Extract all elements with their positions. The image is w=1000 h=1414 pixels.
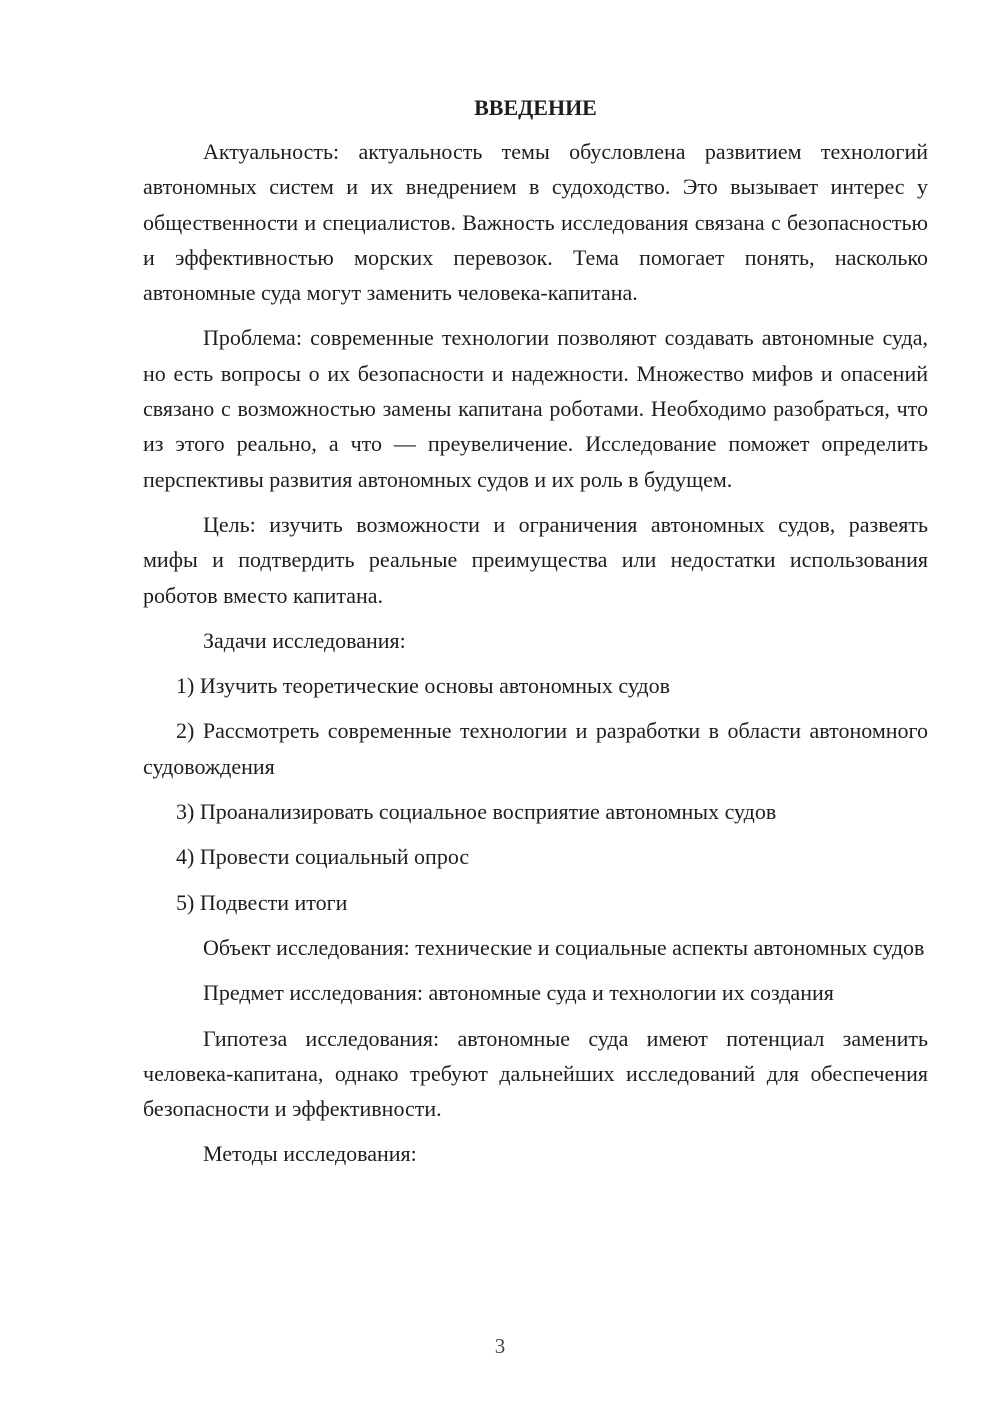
task-item-1: 1) Изучить теоретические основы автономных судов [176, 673, 671, 699]
paragraph-relevance: Актуальность: актуальность темы обусловлена развитием технологий автономных систем и их внедрением в судоходство. Это вызывает интерес у общественности и специалистов. Важность исследования связана с безопасностью и эффективностью морских перевозок. Тема помогает понять, насколько автономные суда могут заменить человека-капитана. [143, 139, 928, 306]
paragraph-methods: Методы исследования: [203, 1141, 417, 1167]
paragraph-object: Объект исследования: технические и социальные аспекты автономных судов [203, 934, 925, 960]
paragraph-problem: Проблема: современные технологии позволяют создавать автономные суда, но есть вопросы о их безопасности и надежности. Множество мифов и опасений связано с возможностью замены капитана роботами. Необходимо разобраться, что из этого реально, а что — преувеличение. Исследование поможет определить перспективы развития автономных судов и их роль в будущем. [143, 325, 928, 492]
document-page [143, 90, 928, 1172]
page-number: 3 [494, 1334, 506, 1358]
paragraph-subject: Предмет исследования: автономные суда и технологии их создания [203, 980, 834, 1006]
paragraph-tasks-heading: Задачи исследования: [203, 627, 406, 653]
section-title: ВВЕДЕНИЕ [474, 95, 597, 120]
task-item-2: 2) Рассмотреть современные технологии и разработки в области автономного судовождения [143, 718, 928, 779]
task-item-5: 5) Подвести итоги [176, 889, 348, 915]
paragraph-goal: Цель: изучить возможности и ограничения автономных судов, развеять мифы и подтвердить реальные преимущества или недостатки использования роботов вместо капитана. [143, 511, 928, 608]
paragraph-hypothesis: Гипотеза исследования: автономные суда имеют потенциал заменить человека-капитана, однако требуют дальнейших исследований для обеспечения безопасности и эффективности. [143, 1025, 928, 1122]
task-item-4: 4) Провести социальный опрос [176, 844, 470, 870]
task-item-3: 3) Проанализировать социальное восприятие автономных судов [176, 799, 777, 825]
